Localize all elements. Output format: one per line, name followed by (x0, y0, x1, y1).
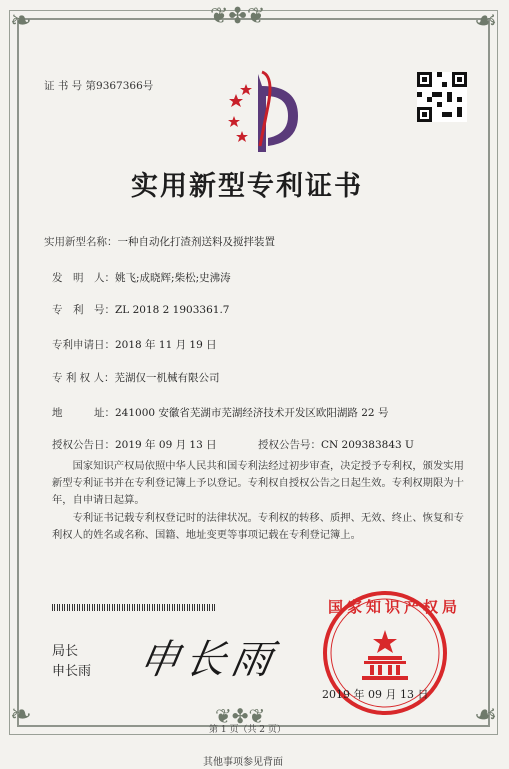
certificate-number: 证 书 号 第9367366号 (44, 80, 154, 92)
corner-ornament-tr-icon: ☙ (474, 6, 498, 36)
patent-number-label: 专 利 号： (52, 304, 115, 316)
barcode (52, 604, 217, 611)
patent-number-row (52, 298, 229, 317)
footer-note: 其他事项参见背面 (203, 757, 283, 768)
utility-model-name-value: 一种自动化打渣剂送料及搅拌装置 (117, 236, 275, 248)
director-title: 局长 (52, 644, 79, 659)
corner-ornament-br-icon: ☙ (474, 700, 498, 730)
inventor-label: 发 明 人： (52, 272, 115, 284)
inventor-value: 姚飞;成晓辉;柴松;史沸涛 (115, 272, 231, 284)
qr-code (417, 72, 467, 122)
filing-date-row (52, 333, 217, 352)
patentee-row (52, 366, 220, 385)
grant-date-label: 授权公告日： (52, 439, 115, 451)
director-signature: 申长雨 (135, 637, 282, 683)
address-label: 地 址： (52, 407, 115, 419)
address-value: 241000 安徽省芜湖市芜湖经济技术开发区欧阳湖路 22 号 (115, 407, 389, 419)
seal-date: 2019 年 09 月 13 日 (322, 688, 429, 701)
seal-text: 国家知识产权局 (328, 598, 462, 616)
filing-date-value: 2018 年 11 月 19 日 (115, 339, 217, 351)
utility-model-name-label: 实用新型名称： (44, 236, 118, 248)
grant-number-value: CN 209383843 U (321, 439, 414, 451)
grant-date-value: 2019 年 09 月 13 日 (115, 439, 217, 451)
bottom-ornament-icon: ❦✤❦ (215, 704, 266, 728)
corner-ornament-bl-icon: ❧ (10, 700, 32, 730)
grant-date-row (52, 433, 217, 452)
filing-date-label: 专利申请日： (52, 339, 115, 351)
grant-number-row (258, 433, 414, 452)
address-row (52, 401, 388, 420)
certificate-title: 实用新型专利证书 (131, 171, 363, 202)
page-indicator: 第 1 页（共 2 页） (209, 725, 286, 735)
corner-ornament-tl-icon: ❧ (10, 6, 32, 36)
utility-model-name-row (44, 230, 275, 249)
patentee-label: 专 利 权 人： (52, 372, 115, 384)
director-name: 申长雨 (52, 664, 92, 679)
patent-number-value: ZL 2018 2 1903361.7 (115, 304, 230, 316)
legal-status-paragraph: 专利证书记载专利权登记时的法律状况。专利权的转移、质押、无效、终止、恢复和专利权人的姓名或名称、国籍、地址变更等事项记载在专利登记簿上。 (52, 512, 464, 541)
grant-statement-paragraph: 国家知识产权局依照中华人民共和国专利法经过初步审查，决定授予专利权，颁发实用新型专利证书并在专利登记簿上予以登记。专利权自授权公告之日起生效。专利权期限为十年，自申请日起算。 (52, 460, 464, 506)
patentee-value: 芜湖仅一机械有限公司 (114, 372, 220, 384)
grant-number-label: 授权公告号： (258, 439, 321, 451)
cnipa-logo-icon (228, 66, 300, 154)
inventor-row (52, 266, 231, 285)
top-ornament-icon: ❦✤❦ (210, 4, 266, 29)
